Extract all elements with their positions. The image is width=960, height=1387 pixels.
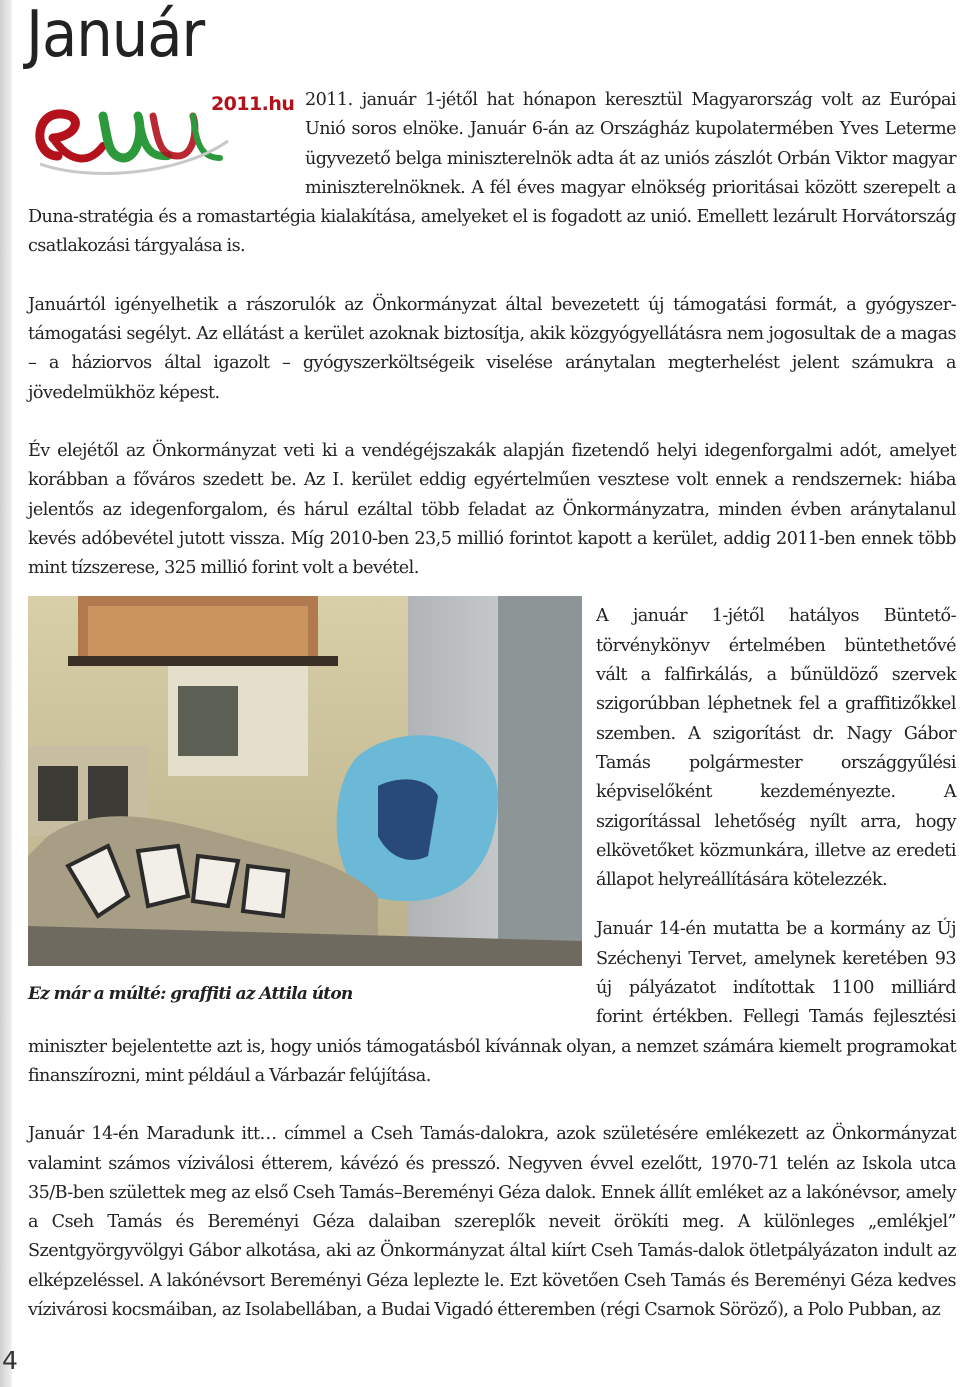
paragraph-graffiti-law: A január 1-jétől hatályos Büntető-törvénykönyv értelmében büntethetővé vált a falfirkálás, a bűnüldöző szervek szigorúbban léphetnek fel a graffitizőkkel szemben. A szigorítást dr. Nagy Gábor Tamás polgármester országgyűlési képviselőként kezdeményezte. A szigorítással lehetőség nyílt arra, hogy elkövetőket közmunkára, illetve az eredeti állapot helyreállítására kötelezzék.: [596, 606, 956, 891]
photo-caption: Ez már a múlté: graffiti az Attila úton: [28, 984, 353, 1005]
paragraph-text: 2011. január 1-jétől hat hónapon keresztül Magyarország volt az Európai Unió soros elnöke. Január 6-án az Országház kupolatermében Yves Leterme ügyvezető belga miniszterelnök adta át az uniós zászlót Orbán Viktor magyar miniszterelnöknek. A fél éves magyar elnökség prioritásai között szerepelt a Duna-stratégia és a romastartégia kialakítása, amelyeket el is fogadott az unió. Emellett lezárult Horvátország csatlakozási tárgyalása is.: [28, 90, 956, 257]
page-edge-bar: [0, 0, 12, 1387]
page-number: 4: [2, 1346, 18, 1375]
paragraph-eu-presidency: [28, 86, 956, 262]
paragraph-medicine-support: Januártól igényelhetik a rászorulók az Önkormányzat által bevezetett új támogatási formát, a gyógyszer-támogatási segélyt. Az ellátást a kerület azoknak biztosítja, akik közgyógyellátásra nem jogosultak de a magas – a háziorvos által igazolt – gyógyszerköltségeik viselése aránytalan megterhelést jelent számukra a jövedelmükhöz képest.: [28, 294, 956, 403]
article-body: [28, 86, 956, 1325]
graffiti-photo-block: [28, 596, 582, 1018]
eu-logo-graphic: [28, 86, 298, 196]
eu-presidency-logo: [28, 86, 305, 202]
paragraph-new-szechenyi-plan: Január 14-én mutatta be a kormány az Új Széchenyi Tervet, amelynek keretében 93 új pályázatot indítottak 1100 milliárd forint értékben. Fellegi Tamás fejlesztési miniszter bejelentette azt is, hogy uniós támogatásból kívánnak olyan, a nemzet számára kiemelt programokat finanszírozni, mint például a Várbazár felújítása.: [28, 919, 956, 1086]
paragraph-tourism-tax: Év elejétől az Önkormányzat veti ki a vendégéjszakák alapján fizetendő helyi idegenforgalmi adót, amelyet korábban a főváros szedett be. Az I. kerület eddig egyértelműen vesztese volt ennek a rendszernek: hiába jelentős az idegenforgalom, és hárul ezáltal több feladat az Önkormányzatra, minden évben aránytalanul kevés adóbevétel jutott vissza. Míg 2010-ben 23,5 millió forintot kapott a kerület, addig 2011-ben ennek több mint tízszerese, 325 millió forint volt a bevétel.: [28, 440, 956, 579]
paragraph-cseh-tamas: Január 14-én Maradunk itt… címmel a Cseh Tamás-dalokra, azok születésére emlékezett az Önkormányzat valamint számos víziválosi étterem, kávézó és presszó. Negyven évvel ezelőtt, 1970-71 telén az Iskola utca 35/B-ben születtek meg az első Cseh Tamás–Bereményi Géza dalok. Ennek állít emléket az a lakónévsor, amely a Cseh Tamás és Bereményi Géza dalaiban szereplők neveit örökíti meg. A különleges „emlékjel” Szentgyörgyvölgyi Gábor alkotása, aki az Önkormányzat által kiírt Cseh Tamás-dalok ötletpályázaton indult az elképzeléssel. A lakónévsort Bereményi Géza leplezte le. Ezt követően Cseh Tamás és Bereményi Géza kedves vízivárosi kocsmáiban, az Isolabellában, a Budai Vigadó étteremben (régi Csarnok Söröző), a Polo Pubban, az: [28, 1124, 956, 1320]
month-title: Január: [26, 0, 205, 72]
logo-text: 2011.hu: [211, 93, 295, 115]
graffiti-photo: [28, 596, 582, 966]
